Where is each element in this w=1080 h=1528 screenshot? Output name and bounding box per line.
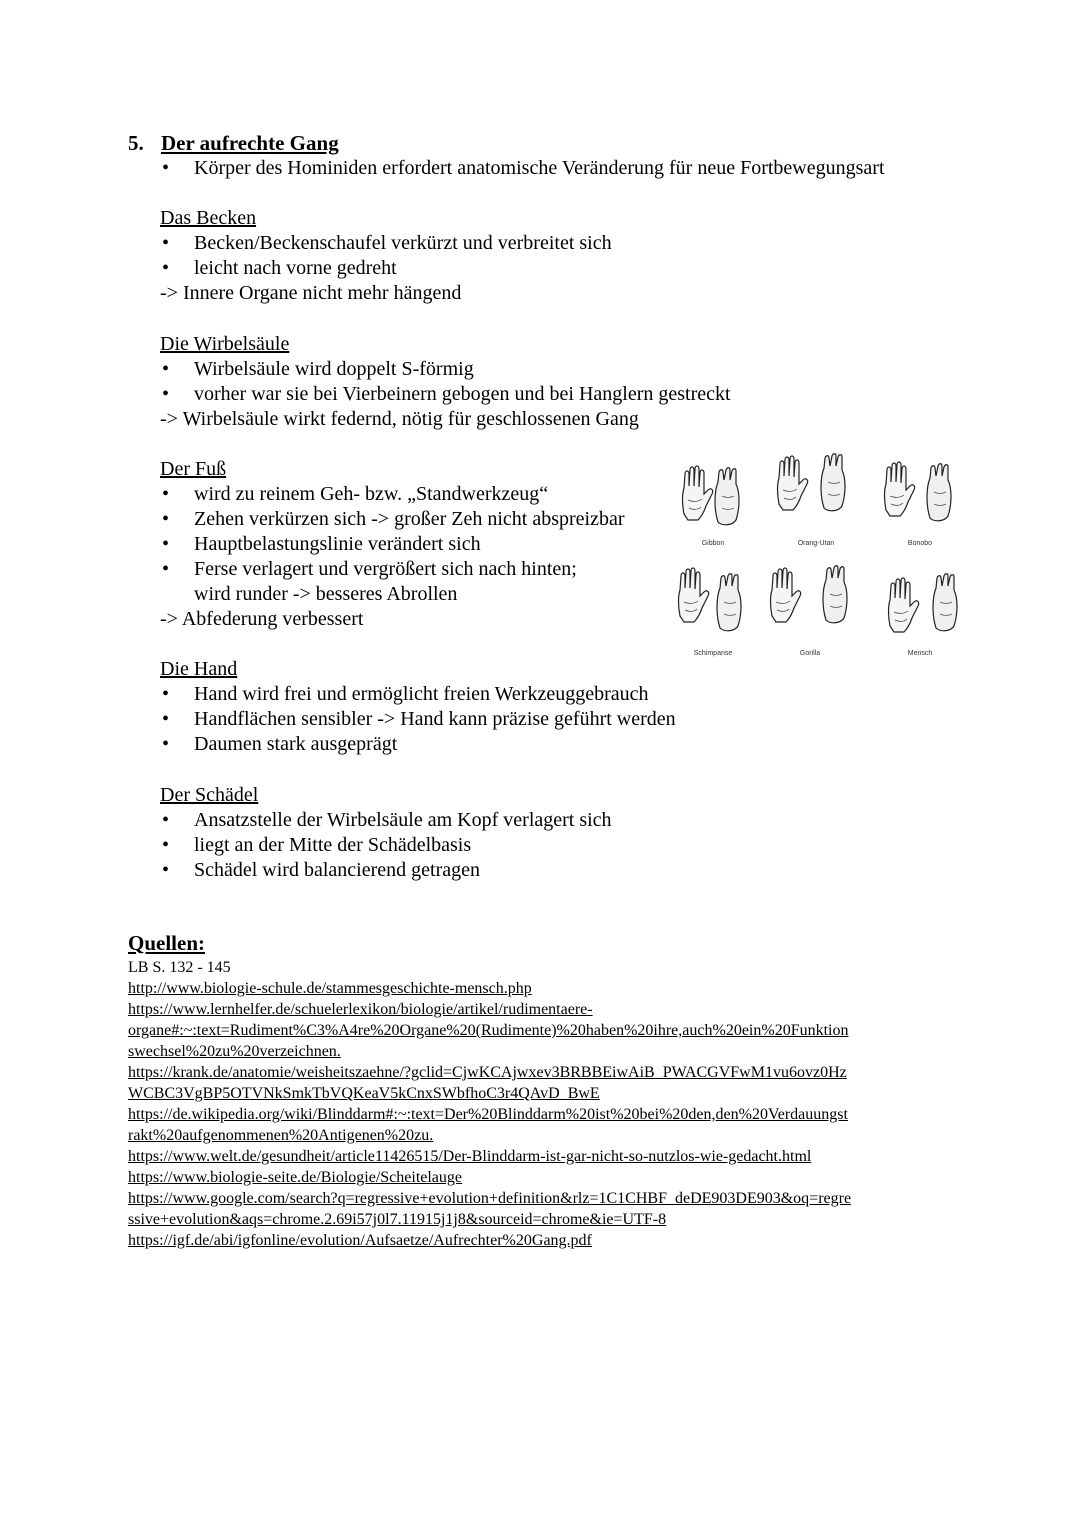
list-item: liegt an der Mitte der Schädelbasis: [194, 834, 472, 856]
bullet: •: [162, 558, 170, 580]
list-item: Zehen verkürzen sich -> großer Zeh nicht abspreizbar: [194, 508, 625, 530]
chimp-hand-icon: [679, 568, 709, 622]
source-link[interactable]: https://www.lernhelfer.de/schuelerlexikon/biologie/artikel/rudimentaere-: [128, 1001, 593, 1018]
bullet: •: [162, 483, 170, 505]
section-title: Der aufrechte Gang: [161, 131, 339, 155]
source-link[interactable]: ssive+evolution&aqs=chrome.2.69i57j0l7.11915j1j8&sourceid=chrome&ie=UTF-8: [128, 1211, 667, 1228]
bullet: •: [162, 733, 170, 755]
list-item: Becken/Beckenschaufel verkürzt und verbreitet sich: [194, 232, 612, 254]
caption-gibbon: Gibbon: [701, 540, 725, 547]
source-link[interactable]: WCBC3VgBP5OTVNkSmkTbVQKeaV5kCnxSWbfhoC3r4QAvD_BwE: [128, 1085, 600, 1102]
section-number: 5.: [128, 131, 144, 155]
source-link[interactable]: https://de.wikipedia.org/wiki/Blinddarm#:~:text=Der%20Blinddarm%20ist%20bei%20den,den%20Verdauungst: [128, 1106, 848, 1123]
human-foot-icon: [933, 574, 957, 631]
bullet: •: [162, 232, 170, 254]
bonobo-foot-icon: [927, 464, 951, 521]
list-item: Hauptbelastungslinie verändert sich: [194, 533, 481, 555]
caption-mensch: Mensch: [907, 650, 933, 657]
list-item: Handflächen sensibler -> Hand kann präzise geführt werden: [194, 708, 676, 730]
list-item: Ansatzstelle der Wirbelsäule am Kopf verlagert sich: [194, 809, 612, 831]
bullet: •: [162, 708, 170, 730]
orangutan-hand-icon: [778, 456, 808, 510]
chimp-foot-icon: [717, 574, 741, 631]
list-item: Daumen stark ausgeprägt: [194, 733, 398, 755]
list-item: vorher war sie bei Vierbeinern gebogen und bei Hanglern gestreckt: [194, 383, 731, 405]
sources-heading: Quellen:: [128, 931, 205, 955]
primate-hands-figure: [668, 444, 968, 664]
subheading-wirbelsaeule: Die Wirbelsäule: [160, 333, 290, 355]
subheading-fuss: Der Fuß: [160, 458, 227, 480]
section-heading: [128, 130, 339, 156]
gibbon-foot-icon: [715, 468, 739, 525]
list-item: leicht nach vorne gedreht: [194, 257, 397, 279]
list-item: Hand wird frei und ermöglicht freien Werkzeuggebrauch: [194, 683, 649, 705]
bonobo-hand-icon: [885, 462, 915, 516]
result-text: -> Abfederung verbessert: [160, 608, 364, 630]
intro-text: Körper des Hominiden erfordert anatomische Veränderung für neue Fortbewegungsart: [194, 157, 885, 179]
source-link[interactable]: https://www.biologie-seite.de/Biologie/Scheitelauge: [128, 1169, 463, 1186]
list-item-continuation: wird runder -> besseres Abrollen: [194, 583, 458, 605]
human-hand-icon: [889, 578, 919, 632]
source-link[interactable]: swechsel%20zu%20verzeichnen.: [128, 1043, 341, 1060]
bullet: •: [162, 859, 170, 881]
list-item: Schädel wird balancierend getragen: [194, 859, 480, 881]
bullet: •: [162, 683, 170, 705]
gorilla-foot-icon: [823, 566, 847, 623]
list-item: Wirbelsäule wird doppelt S-förmig: [194, 358, 474, 380]
bullet: •: [162, 533, 170, 555]
source-link[interactable]: https://www.welt.de/gesundheit/article11426515/Der-Blinddarm-ist-gar-nicht-so-nutzlos-wie-gedacht.html: [128, 1148, 812, 1165]
result-text: -> Wirbelsäule wirkt federnd, nötig für geschlossenen Gang: [160, 408, 639, 430]
gorilla-hand-icon: [771, 568, 801, 622]
orangutan-foot-icon: [821, 454, 845, 511]
hands-illustration: [668, 444, 968, 664]
source-link[interactable]: https://krank.de/anatomie/weisheitszaehne/?gclid=CjwKCAjwxev3BRBBEiwAiB_PWACGVFwM1vu6ovz0Hz: [128, 1064, 847, 1081]
caption-orangutan: Orang-Utan: [797, 540, 835, 547]
bullet: •: [162, 157, 170, 179]
bullet: •: [162, 809, 170, 831]
source-text: LB S. 132 - 145: [128, 959, 231, 976]
source-link[interactable]: https://www.google.com/search?q=regressive+evolution+definition&rlz=1C1CHBF_deDE903DE903&oq=regre: [128, 1190, 852, 1207]
bullet: •: [162, 257, 170, 279]
caption-schimpanse: Schimpanse: [693, 650, 733, 657]
source-link[interactable]: rakt%20aufgenommenen%20Antigenen%20zu.: [128, 1127, 434, 1144]
bullet: •: [162, 508, 170, 530]
caption-gorilla: Gorilla: [799, 650, 821, 657]
subheading-schaedel: Der Schädel: [160, 784, 259, 806]
caption-bonobo: Bonobo: [907, 540, 933, 547]
bullet: •: [162, 834, 170, 856]
list-item: wird zu reinem Geh- bzw. „Standwerkzeug“: [194, 483, 549, 505]
subheading-hand: Die Hand: [160, 658, 238, 680]
source-link[interactable]: https://igf.de/abi/igfonline/evolution/Aufsaetze/Aufrechter%20Gang.pdf: [128, 1232, 592, 1249]
source-link[interactable]: http://www.biologie-schule.de/stammesgeschichte-mensch.php: [128, 980, 532, 997]
bullet: •: [162, 358, 170, 380]
gibbon-hand-icon: [683, 466, 713, 520]
bullet: •: [162, 383, 170, 405]
subheading-becken: Das Becken: [160, 207, 257, 229]
source-link[interactable]: organe#:~:text=Rudiment%C3%A4re%20Organe%20(Rudimente)%20haben%20ihre,auch%20ein%20Funktion: [128, 1022, 849, 1039]
list-item: Ferse verlagert und vergrößert sich nach hinten;: [194, 558, 577, 580]
result-text: -> Innere Organe nicht mehr hängend: [160, 282, 462, 304]
